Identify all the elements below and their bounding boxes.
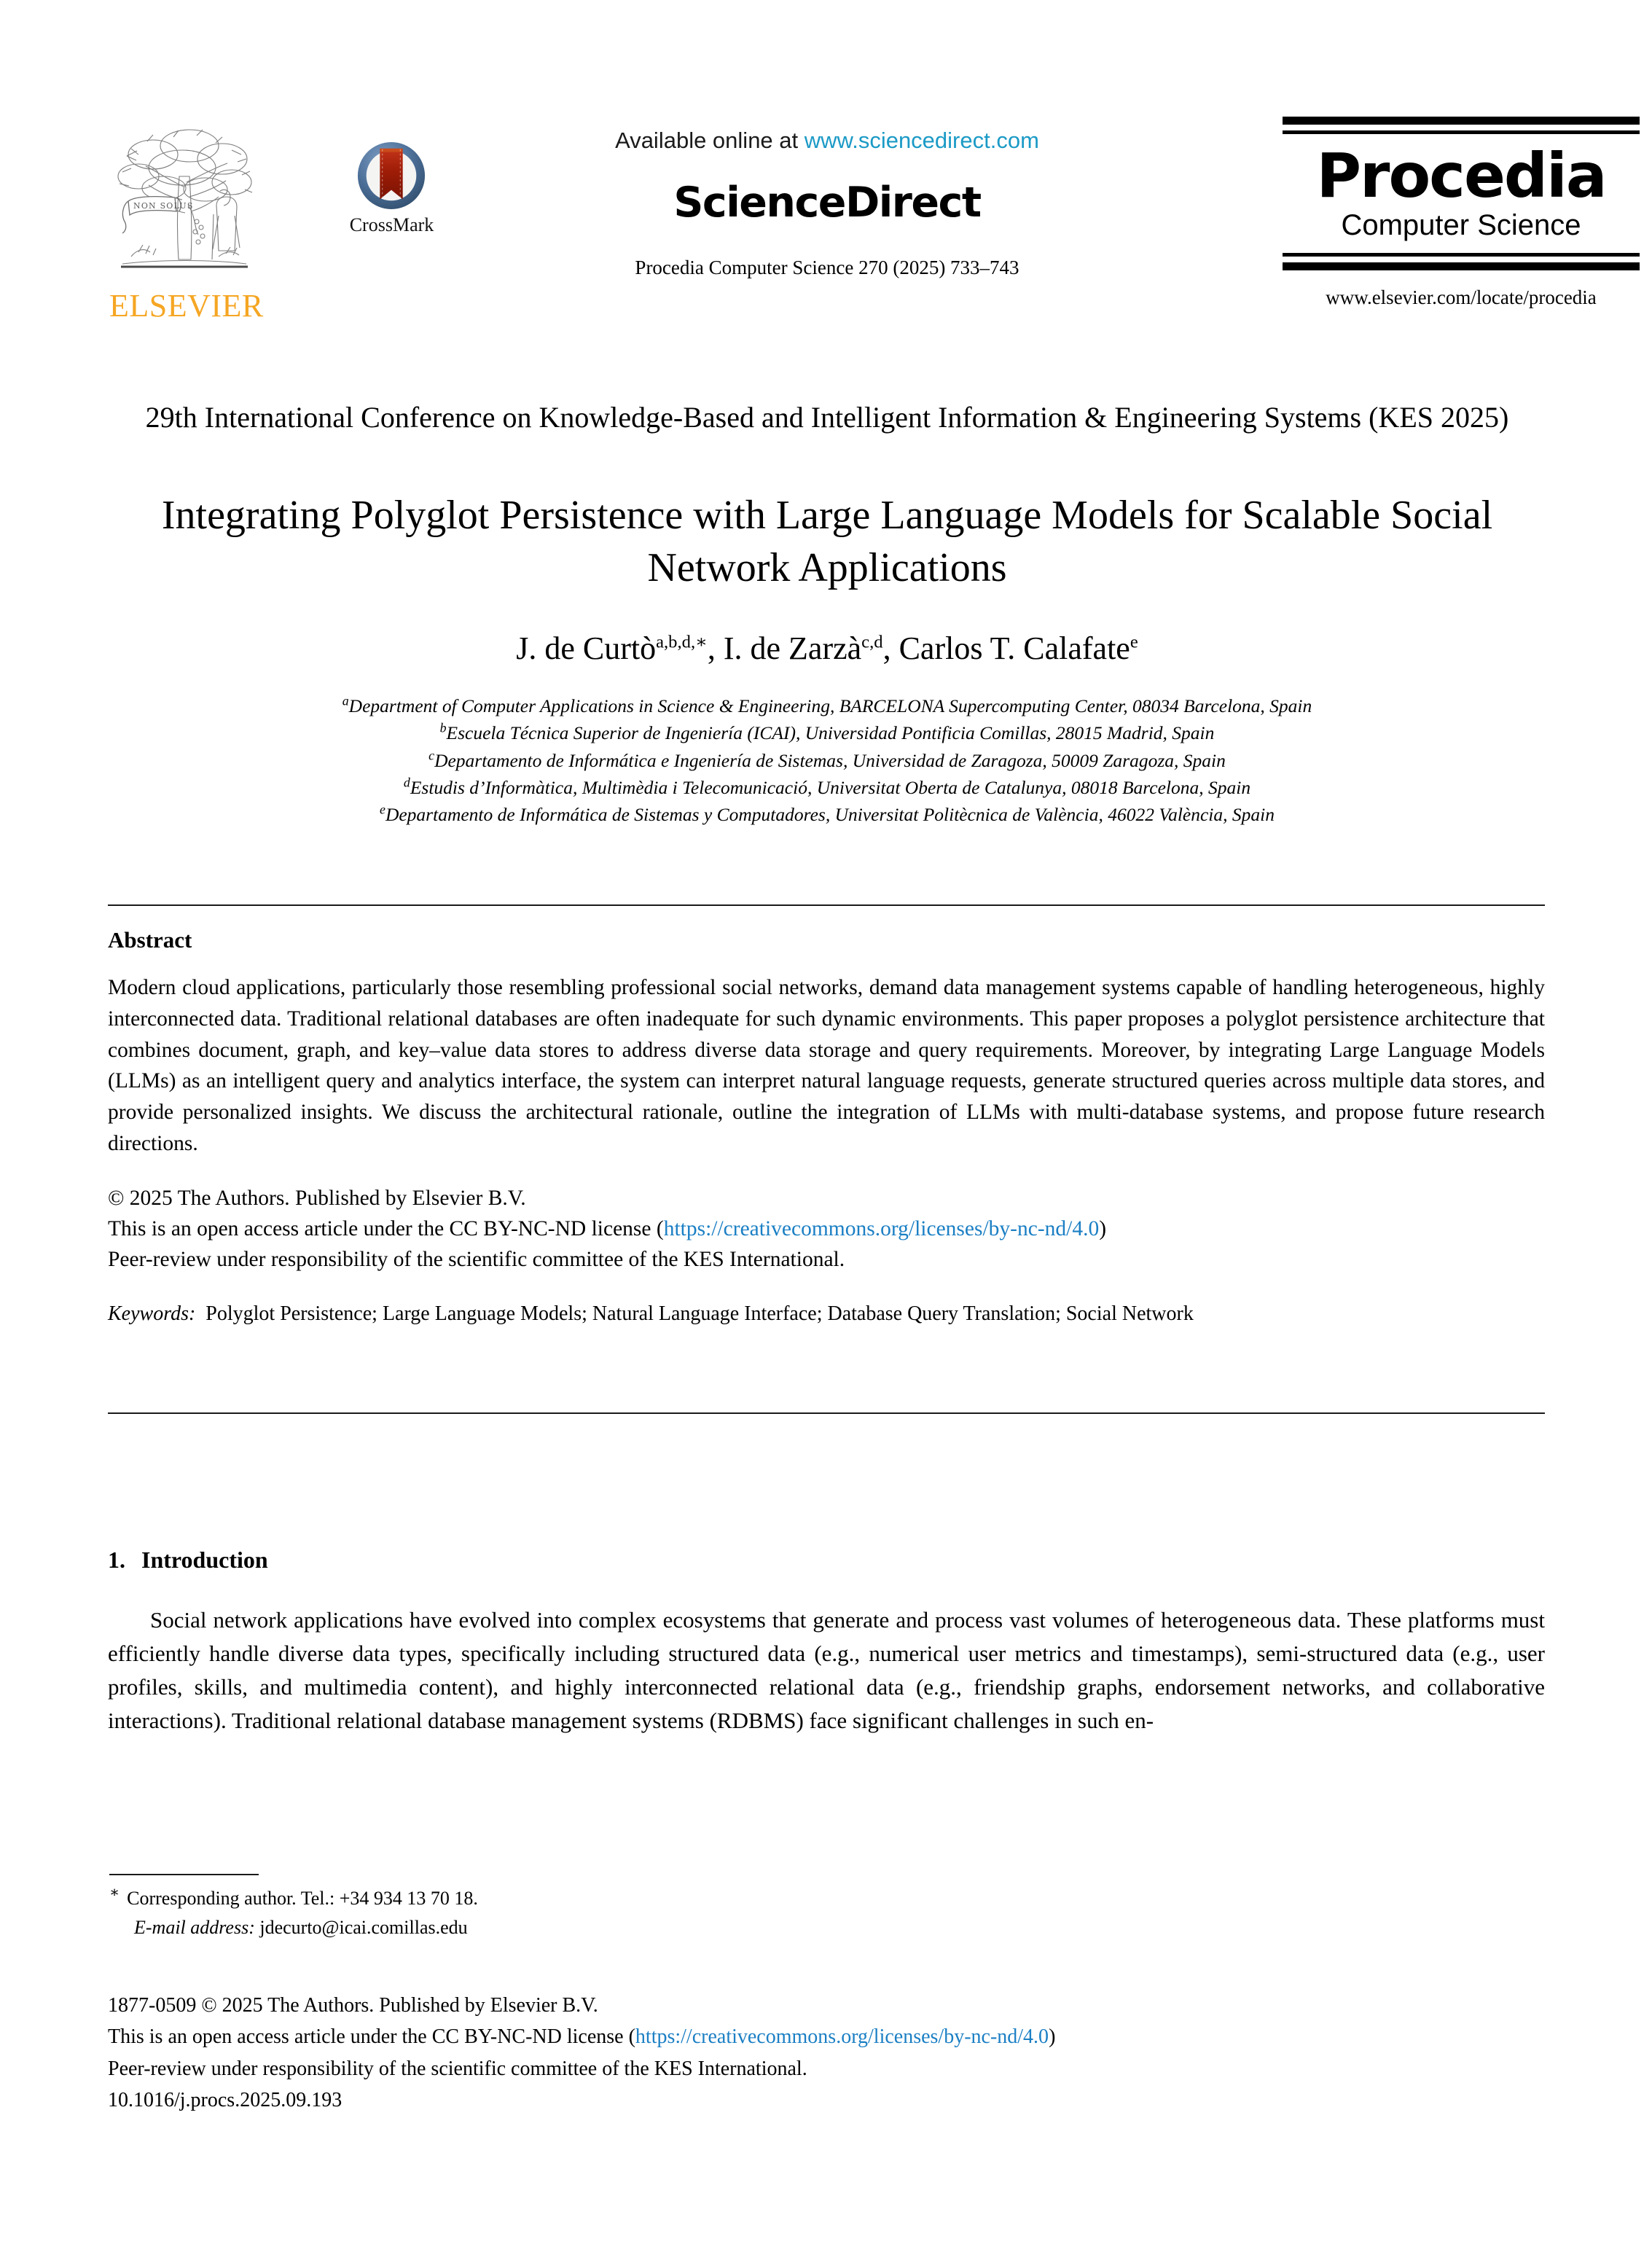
keywords-line (108, 1300, 1545, 1328)
open-access-line (108, 1214, 1545, 1244)
open-access-prefix: This is an open access article under the CC BY-NC-ND license ( (108, 1216, 664, 1240)
crossmark-label: CrossMark (349, 214, 434, 235)
doi-line[interactable]: 10.1016/j.procs.2025.09.193 (108, 2089, 342, 2112)
corresponding-author-text: Corresponding author. Tel.: +34 934 13 70 18. (127, 1888, 478, 1909)
cc-license-link[interactable]: https://creativecommons.org/licenses/by-nc-nd/4.0 (663, 1216, 1100, 1240)
procedia-name: Procedia (1316, 140, 1606, 211)
non-solus-banner (122, 197, 194, 233)
email-label: E-mail address: (134, 1917, 255, 1939)
procedia-rule-bottom-thick (1283, 262, 1640, 270)
abstract-license-block (108, 1183, 1545, 1275)
sciencedirect-block (452, 127, 1202, 279)
sciencedirect-url-link[interactable]: www.sciencedirect.com (804, 128, 1039, 153)
procedia-subtitle: Computer Science (1341, 209, 1581, 242)
author-separator: , (882, 630, 899, 666)
sciencedirect-wordmark[interactable]: ScienceDirect (673, 179, 981, 227)
author-affiliation-marks: c,d (861, 632, 883, 652)
affiliation-item (131, 801, 1523, 828)
copyright-line: © 2025 The Authors. Published by Elsevier B.V. (108, 1186, 526, 1210)
section-title: Introduction (141, 1547, 268, 1573)
crossmark-icon (356, 140, 427, 211)
open-access-suffix: ) (1099, 1216, 1107, 1240)
affiliation-mark: e (380, 802, 385, 817)
affiliation-item (131, 692, 1523, 719)
abstract-bottom-rule (108, 1412, 1545, 1414)
author-entry (724, 630, 883, 666)
footer-cc-license-link[interactable]: https://creativecommons.org/licenses/by-nc-nd/4.0 (635, 2025, 1049, 2049)
author-name: Carlos T. Calafate (899, 630, 1130, 666)
introduction-paragraph: Social network applications have evolved into complex ecosystems that generate and process vast volumes of heterogeneous data. These platforms must efficiently handle diverse data types, specifically including structured data (e.g., numerical user metrics and timestamps), semi-structured data (e.g., user profiles, skills, and multimedia content), and highly interconnected relational data (e.g., friendship graphs, endorsement networks, and collaborative interactions). Traditional relational database management systems (RDBMS) face significant challenges in such en- (108, 1607, 1545, 1733)
author-name: J. de Curtò (516, 630, 657, 666)
elsevier-logo (109, 124, 264, 335)
elsevier-tree-icon (109, 124, 255, 288)
corresponding-author-line (109, 1884, 1057, 1913)
procedia-rule-top-thin (1283, 130, 1640, 134)
keywords-label: Keywords: (108, 1302, 196, 1326)
abstract-top-rule (108, 904, 1545, 906)
procedia-logo (1283, 117, 1640, 309)
abstract-body: Modern cloud applications, particularly those resembling professional social networks, demand data management systems capable of handling heterogeneous, highly interconnected data. Traditional relational databases are often inadequate for such dynamic environments. This paper proposes a polyglot persistence architecture that combines document, graph, and key–value data stores to address diverse data storage and query requirements. Moreover, by integrating Large Language Models (LLMs) as an intelligent query and analytics interface, the system can interpret natural language requests, generate structured queries across multiple data stores, and provide personalized insights. We discuss the architectural rationale, outline the integration of LLMs with multi-database systems, and propose future research directions. (108, 976, 1545, 1155)
author-entry (899, 630, 1138, 666)
procedia-website[interactable]: www.elsevier.com/locate/procedia (1326, 286, 1597, 309)
affiliation-mark: c (428, 748, 435, 763)
email-address[interactable]: jdecurto@icai.comillas.edu (259, 1917, 468, 1939)
abstract-section (108, 927, 1545, 1328)
affiliation-item (131, 719, 1523, 746)
crossmark-logo[interactable] (342, 140, 441, 260)
affiliation-list (131, 692, 1523, 829)
footer-open-access-suffix: ) (1049, 2025, 1056, 2049)
available-online-line (452, 127, 1202, 154)
conference-name: 29th International Conference on Knowledge-Based and Intelligent Information & Engineering Systems (KES 2025) (145, 401, 1509, 434)
footer-copyright-block (108, 1990, 1492, 2117)
author-affiliation-marks: a,b,d,∗ (656, 632, 708, 652)
elsevier-wordmark: ELSEVIER (109, 288, 264, 324)
email-line (109, 1913, 1057, 1942)
asterisk-icon: ∗ (109, 1884, 120, 1902)
author-separator: , (707, 630, 724, 666)
keywords-value: Polyglot Persistence; Large Language Models; Natural Language Interface; Database Query Translation; Social Network (205, 1302, 1194, 1326)
affiliation-text: Estudis d’Informàtica, Multimèdia i Telecomunicació, Universitat Oberta de Catalunya, 08018 Barcelona, Spain (410, 777, 1251, 799)
footnote-block (109, 1884, 1057, 1943)
affiliation-mark: a (342, 693, 349, 708)
affiliation-mark: d (403, 775, 410, 790)
affiliation-text: Department of Computer Applications in Science & Engineering, BARCELONA Supercomputing Center, 08034 Barcelona, Spain (348, 695, 1312, 716)
masthead (109, 117, 1606, 350)
available-online-prefix: Available online at (615, 128, 805, 153)
affiliation-item (131, 747, 1523, 774)
affiliation-text: Departamento de Informática de Sistemas y Computadores, Universitat Politècnica de València, 46022 València, Spain (385, 804, 1275, 826)
peer-review-line: Peer-review under responsibility of the scientific committee of the KES International. (108, 1247, 845, 1271)
footnote-separator-rule (109, 1874, 259, 1875)
procedia-rule-top-thick (1283, 117, 1640, 125)
journal-citation: Procedia Computer Science 270 (2025) 733–743 (635, 257, 1019, 279)
affiliation-text: Departamento de Informática e Ingeniería de Sistemas, Universidad de Zaragoza, 50009 Zaragoza, Spain (434, 749, 1226, 771)
footer-peer-review-line: Peer-review under responsibility of the scientific committee of the KES International. (108, 2057, 807, 2080)
author-affiliation-marks: e (1130, 632, 1138, 652)
page-title: Integrating Polyglot Persistence with Large Language Models for Scalable Social Network Applications (161, 493, 1493, 590)
author-list (117, 630, 1538, 668)
section-number: 1. (108, 1547, 125, 1573)
svg-text:NON SOLUS: NON SOLUS (133, 201, 194, 211)
affiliation-mark: b (439, 720, 447, 735)
footer-open-access-prefix: This is an open access article under the CC BY-NC-ND license ( (108, 2025, 635, 2049)
author-name: I. de Zarzà (723, 630, 862, 666)
section-heading-introduction (108, 1547, 268, 1574)
footer-open-access-line (108, 2021, 1492, 2052)
abstract-heading: Abstract (108, 927, 192, 953)
affiliation-text: Escuela Técnica Superior de Ingeniería (ICAI), Universidad Pontificia Comillas, 28015 Madrid, Spain (446, 722, 1215, 744)
affiliation-item (131, 774, 1523, 801)
author-entry (516, 630, 708, 666)
issn-copyright-line: 1877-0509 © 2025 The Authors. Published by Elsevier B.V. (108, 1994, 598, 2017)
